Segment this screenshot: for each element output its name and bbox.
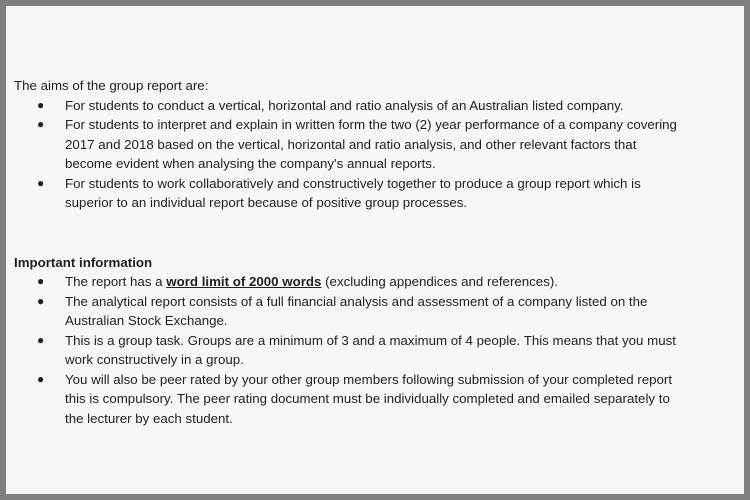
- document-body: [14, 76, 744, 428]
- bullet-icon: ●: [37, 175, 45, 190]
- important-heading: Important information: [14, 254, 153, 270]
- list-item: [14, 272, 744, 292]
- bullet-icon: ●: [37, 293, 45, 308]
- text-run: The report has a: [65, 274, 167, 289]
- bullet-icon: ●: [37, 371, 45, 386]
- document-screenshot: [6, 6, 744, 494]
- aims-intro: The aims of the group report are:: [14, 78, 209, 93]
- text-line: The analytical report consists of a full financial analysis and assessment of a company listed on the: [65, 293, 648, 309]
- list-item: [14, 331, 744, 370]
- text-line: superior to an individual report because of positive group processes.: [65, 195, 468, 210]
- text-line: For students to interpret and explain in written form the two (2) year performance of a company covering: [65, 117, 677, 132]
- list-item: [14, 96, 744, 116]
- bullet-icon: ●: [37, 117, 45, 131]
- section-spacer: [14, 213, 744, 253]
- important-list: [14, 272, 744, 428]
- text-line: become evident when analysing the company's annual reports.: [65, 156, 436, 171]
- text-line: For students to conduct a vertical, horizontal and ratio analysis of an Australian listed company.: [65, 97, 624, 113]
- aims-list: [14, 96, 744, 213]
- text-line: the lecturer by each student.: [65, 410, 233, 426]
- word-limit-highlight: word limit of 2000 words: [166, 274, 322, 289]
- text-line: 2017 and 2018 based on the vertical, horizontal and ratio analysis, and other relevant factors that: [65, 136, 637, 152]
- list-item: [14, 370, 744, 429]
- text-line: This is a group task. Groups are a minimum of 3 and a maximum of 4 people. This means that you must: [65, 332, 676, 348]
- text-line: work constructively in a group.: [65, 352, 244, 367]
- text-line: this is compulsory. The peer rating document must be individually completed and emailed separately to: [65, 391, 670, 406]
- bullet-icon: ●: [37, 97, 45, 112]
- list-item: [14, 174, 744, 213]
- text-line: For students to work collaboratively and constructively together to produce a group report which is: [65, 175, 641, 191]
- bullet-icon: ●: [37, 332, 45, 347]
- list-item: [14, 292, 744, 331]
- text-line: [65, 272, 744, 292]
- list-item: [14, 115, 744, 174]
- text-line: Australian Stock Exchange.: [65, 313, 228, 328]
- text-line: You will also be peer rated by your other group members following submission of your completed report: [65, 371, 673, 387]
- text-run: (excluding appendices and references).: [321, 274, 558, 289]
- bullet-icon: ●: [37, 274, 45, 288]
